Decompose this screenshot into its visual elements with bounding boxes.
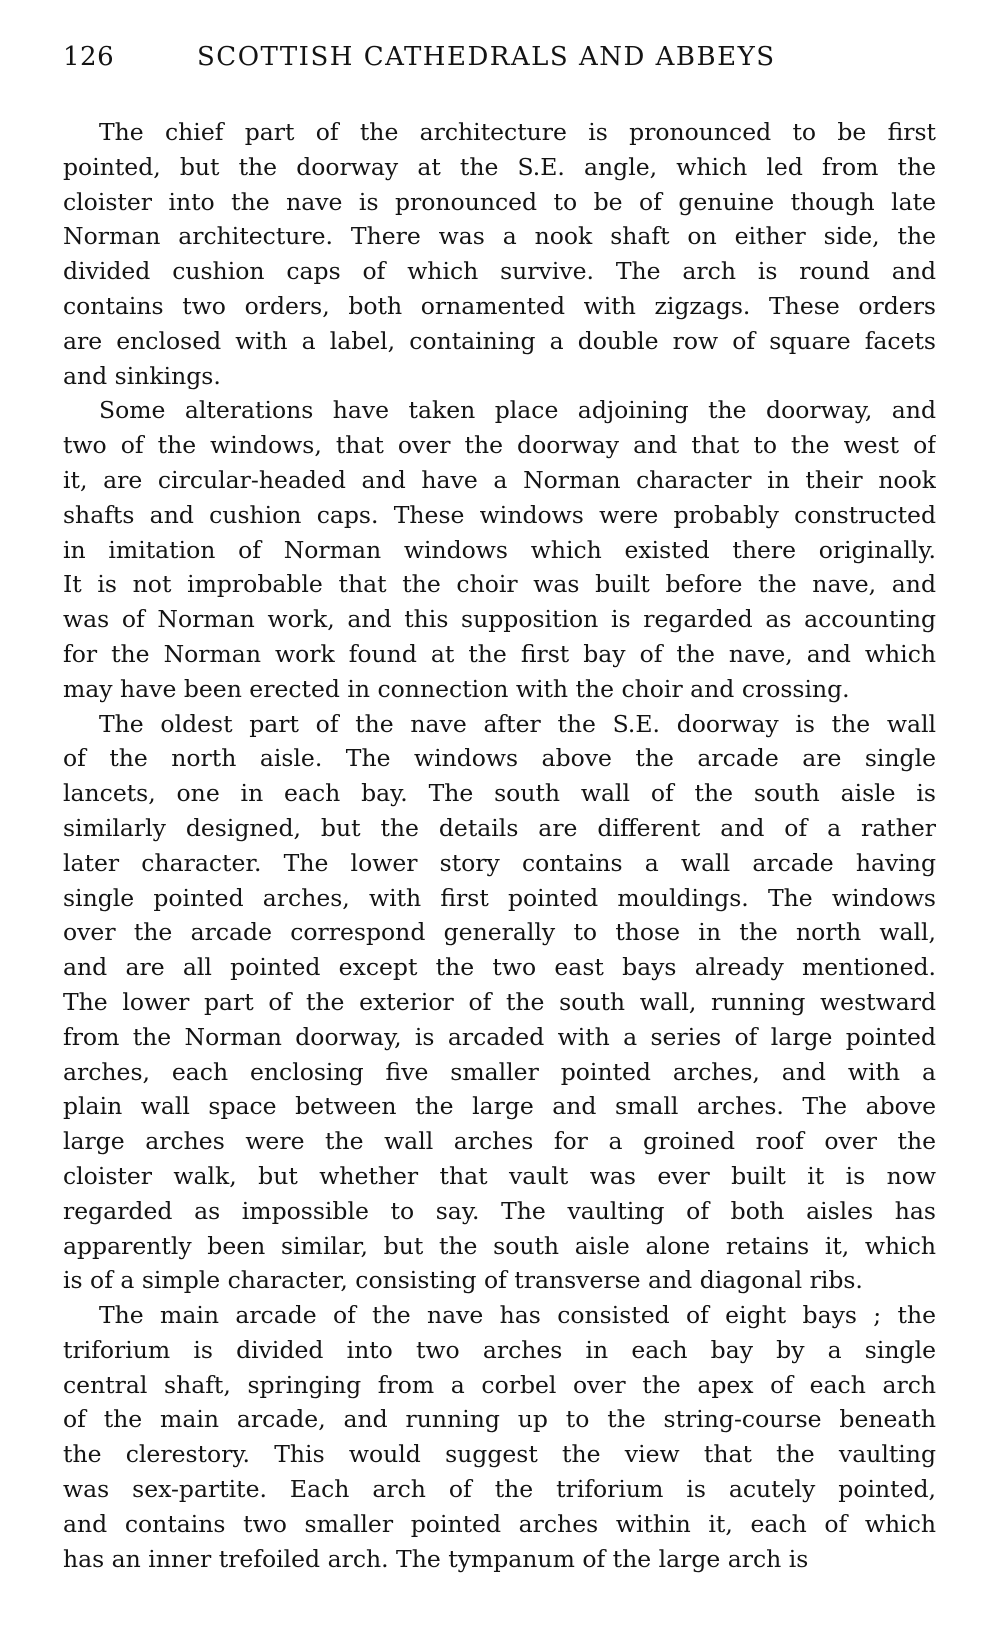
text-line: two of the windows, that over the doorway and that to the west of xyxy=(63,431,936,460)
text-line: Some alterations have taken place adjoining the doorway, and xyxy=(99,396,936,425)
text-line: The oldest part of the nave after the S.E. doorway is the wall xyxy=(99,709,936,738)
text-line: is of a simple character, consisting of transverse and diagonal ribs. xyxy=(63,1266,863,1295)
text-line: has an inner trefoiled arch. The tympanum of the large arch is xyxy=(63,1544,809,1573)
paragraph xyxy=(63,393,936,706)
text-line: The main arcade of the nave has consisted of eight bays ; the xyxy=(99,1301,936,1330)
text-line: are enclosed with a label, containing a double row of square facets xyxy=(63,326,936,355)
text-line: pointed, but the doorway at the S.E. angle, which led from the xyxy=(63,152,936,181)
paragraph xyxy=(63,707,936,1299)
text-line: plain wall space between the large and small arches. The above xyxy=(63,1092,936,1121)
text-line: and sinkings. xyxy=(63,361,221,390)
text-line: regarded as impossible to say. The vaulting of both aisles has xyxy=(63,1196,936,1225)
paragraph xyxy=(63,1298,936,1576)
text-line: from the Norman doorway, is arcaded with a series of large pointed xyxy=(63,1022,936,1051)
text-line: later character. The lower story contains a wall arcade having xyxy=(63,848,936,877)
body-text xyxy=(63,115,936,1576)
text-line: may have been erected in connection with the choir and crossing. xyxy=(63,674,850,703)
text-line: lancets, one in each bay. The south wall of the south aisle is xyxy=(63,779,936,808)
text-line: Norman architecture. There was a nook shaft on either side, the xyxy=(63,222,936,251)
text-line: apparently been similar, but the south aisle alone retains it, which xyxy=(63,1231,936,1260)
text-line: cloister walk, but whether that vault was ever built it is now xyxy=(63,1161,936,1190)
text-line: large arches were the wall arches for a groined roof over the xyxy=(63,1127,936,1156)
text-line: arches, each enclosing five smaller pointed arches, and with a xyxy=(63,1057,936,1086)
text-line: in imitation of Norman windows which existed there originally. xyxy=(63,535,936,564)
book-title: SCOTTISH CATHEDRALS AND ABBEYS xyxy=(197,42,776,72)
text-line: of the north aisle. The windows above the arcade are single xyxy=(63,744,936,773)
text-line: and contains two smaller pointed arches within it, each of which xyxy=(63,1509,936,1538)
text-line: for the Norman work found at the first bay of the nave, and which xyxy=(63,639,936,668)
text-line: divided cushion caps of which survive. The arch is round and xyxy=(63,257,936,286)
text-line: The lower part of the exterior of the south wall, running westward xyxy=(63,987,936,1016)
text-line: central shaft, springing from a corbel over the apex of each arch xyxy=(63,1370,936,1399)
text-line: triforium is divided into two arches in each bay by a single xyxy=(63,1335,936,1364)
text-line: was sex-partite. Each arch of the triforium is acutely pointed, xyxy=(63,1475,936,1504)
text-line: of the main arcade, and running up to the string-course beneath xyxy=(63,1405,936,1434)
text-line: over the arcade correspond generally to those in the north wall, xyxy=(63,918,936,947)
text-line: was of Norman work, and this supposition is regarded as accounting xyxy=(63,605,936,634)
text-line: It is not improbable that the choir was built before the nave, and xyxy=(63,570,936,599)
text-line: The chief part of the architecture is pronounced to be first xyxy=(99,118,936,146)
page-number: 126 xyxy=(63,42,115,72)
text-line: cloister into the nave is pronounced to be of genuine though late xyxy=(63,187,936,216)
text-line: the clerestory. This would suggest the view that the vaulting xyxy=(63,1440,936,1469)
paragraph xyxy=(63,115,936,393)
text-line: single pointed arches, with first pointed mouldings. The windows xyxy=(63,883,936,912)
running-head xyxy=(63,42,943,82)
text-line: contains two orders, both ornamented with zigzags. These orders xyxy=(63,291,936,320)
text-line: it, are circular-headed and have a Norman character in their nook xyxy=(63,465,936,494)
text-line: shafts and cushion caps. These windows were probably constructed xyxy=(63,500,936,529)
text-line: and are all pointed except the two east bays already mentioned. xyxy=(63,953,936,982)
text-line: similarly designed, but the details are different and of a rather xyxy=(63,813,936,842)
